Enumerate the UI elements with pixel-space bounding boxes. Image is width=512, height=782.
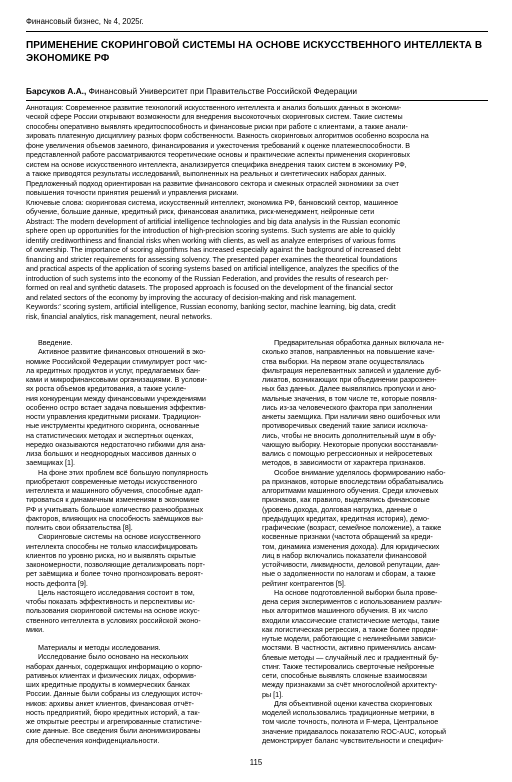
paragraph: Активное развитие финансовых отношений в эко- номике Российской Федерации стимулирует рост чис- ла кредитных продуктов и услуг, предлагаемых бан- ками и микрофинансовыми организациями. В услови- ях роста объемов кредитования, а также усиле- ния конкуренции между финансовыми учреждениями особенно остро встает задача повышения эффектив- ности управления кредитными рисками. Традицион- ные инструменты кредитного скоринга, основанные на статистических методах и экспертных оценках, нередко оказываются недостаточно гибкими для ана- лиза больших и неоднородных массивов данных о заемщиках [1]. [26, 347, 207, 468]
paragraph: Для объективной оценки качества скоринговых моделей использовались традиционные метрики, в том числе точность, полнота и F-мера, Центральное значение придавалось показателю ROC-AUC, который демонстрирует баланс чувствительности и специфич- [262, 698, 447, 745]
author-line [26, 86, 357, 96]
abstract-russian: Аннотация: Современное развитие технологий искусственного интеллекта и анализ больших данных в экономи- ческой сфере России открывают возможности для внедрения высокоточных скоринговых систем. Такие системы способны оперативно выявлять кредитоспособность и финансовые риски при работе с клиентами, а также анали- зировать платежную дисциплину разных форм собственности. Важность скоринговых алгоритмов особенно возросла на фоне увеличения объемов заемного, финансирования и ужесточения требований к оценке платежеспособности. В представленной работе рассматриваются теоретические основы и практические аспекты применения скоринговых систем на основе искусственного интеллекта, анализируется специфика внедрения таких систем в экономику РФ, а также приводятся результаты исследований, выполненных на реальных и синтетических наборах данных. Предложенный подход ориентирован на развитие финансового сектора и смежных отраслей экономики за счет повышения точности принятия решений и управления рисками. Ключевые слова: скоринговая система, искусственный интеллект, экономика РФ, банковский сектор, машинное обучение, большие данные, кредитный риск, финансовая аналитика, риск-менеджмент, нейронные сети [26, 104, 429, 216]
right-column [262, 338, 488, 745]
paragraph: Материалы и методы исследования. [38, 643, 161, 652]
author-name: Барсуков А.А., [26, 86, 87, 96]
paragraph: Предварительная обработка данных включала не- сколько этапов, направленных на повышение каче- ства выборки. На первом этапе осуществлялась фильтрация нерелевантных записей и удаление дуб- ликатов, возникающих при объединении разрознен- ных баз данных. Далее выявлялись пропуски и ано- мальные значения, в том числе те, которые появля- лись из-за человеческого фактора при заполнении анкеты заемщика. При наличии явно ошибочных или противоречивых сведений такие записи исключа- лись, чтобы не вносить дополнительный шум в обу- чающую выборку. Некоторые пропуски восстанавли- вались с помощью регрессионных и нейросетевых методов, в зависимости от характера признаков. [262, 338, 445, 468]
journal-header: Финансовый бизнес, № 4, 2025г. [26, 17, 144, 26]
left-column [26, 338, 252, 745]
header-rule [26, 31, 488, 32]
paragraph: Цель настоящего исследования состоит в том, чтобы показать эффективность и перспективы ис- пользования скоринговой системы на основе искус- ственного интеллекта в условиях российской эконо- мики. [26, 587, 201, 634]
article-title: ПРИМЕНЕНИЕ СКОРИНГОВОЙ СИСТЕМЫ НА ОСНОВЕ ИСКУССТВЕННОГО ИНТЕЛЛЕКТА В ЭКОНОМИКЕ РФ [26, 40, 483, 64]
author-affiliation: Финансовый Университет при Правительстве Российской Федерации [86, 86, 357, 96]
paragraph: Скоринговые системы на основе искусственного интеллекта способны не только классифицировать клиентов по уровню риска, но и выявлять скрытые закономерности, позволяющие детализировать порт- рет заёмщика и более точно прогнозировать вероят- ность дефолта [9]. [26, 532, 206, 588]
paragraph: Введение. [38, 338, 73, 347]
paragraph: На основе подготовленной выборки была прове- дена серия экспериментов с использованием различ- ных алгоритмов машинного обучения. В их число входили классические статистические методы, такие как логистическая регрессия, а также более продви- нутые модели, работающие с нелинейными зависи- мостями. В частности, активно применялись ансам- блевые методы — случайный лес и градиентный бу- стинг. Также тестировались сверточные нейронные сети, способные выявлять сложные взаимосвязи между признаками за счёт многослойной архитекту- ры [1]. [262, 587, 443, 699]
paragraph: Исследование было основано на нескольких наборах данных, содержащих информацию о корпо- ративных клиентах и физических лицах, оформив- ших кредитные продукты в коммерческих банках России. Данные были собраны из следующих источ- ников: архивы анкет клиентов, финансовая отчёт- ность предприятий, бюро кредитных историй, а так- же открытые реестры и агрегированные статистиче- ские данные. Все сведения были анонимизированы для обеспечения конфиденциальности. [26, 652, 203, 745]
paragraph: На фоне этих проблем всё большую популярность приобретают современные методы искусственного интеллекта и машинного обучения, способные адап- тироваться к динамичным изменениям в экономике РФ и учитывать большое количество разнообразных факторов, влияющих на способность заёмщиков вы- полнить свои обязательства [8]. [26, 467, 209, 532]
paragraph: Особое внимание уделялось формированию набо- ра признаков, которые впоследствии обрабатывались алгоритмами машинного обучения. Среди ключевых признаков, как правило, выделялись финансовые (уровень дохода, долговая нагрузка, данные о предыдущих кредитах, кредитная история), демо- графические (возраст, семейное положение), а также косвенные признаки (частота обращений за креди- том, динамика изменения дохода). Для юридических лиц в набор включались показатели финансовой устойчивости, ликвидности, деловой репутации, дан- ные о задолженности по налогам и сборам, а также рейтинг контрагентов [5]. [262, 467, 446, 588]
abstract-english: Abstract: The modern development of artificial intelligence technologies and big data analysis in the Russian economic sphere open up opportunities for the introduction of high-precision scoring systems. Such systems are able to quickly identify creditworthiness and financial risks when working with clients, as well as analyze enterprises of various forms of ownership. The importance of scoring algorithms has increased especially against the background of increased debt financing and stricter requirements for assessing solvency. The presented paper examines the theoretical foundations and practical aspects of the application of scoring systems based on artificial intelligence, analyzes the specifics of the introduction of such systems into the economy of the Russian Federation, and provides the results of research per- formed on real and synthetic datasets. The proposed approach is focused on the development of the financial sector and related sectors of the economy by improving the accuracy of decision-making and risk management. Keywords:' scoring system, artificial intelligence, Russian economy, banking sector, machine learning, big data, credit risk, financial analytics, risk management, neural networks. [26, 218, 401, 321]
page-number: 115 [249, 758, 263, 767]
author-rule [26, 100, 488, 101]
